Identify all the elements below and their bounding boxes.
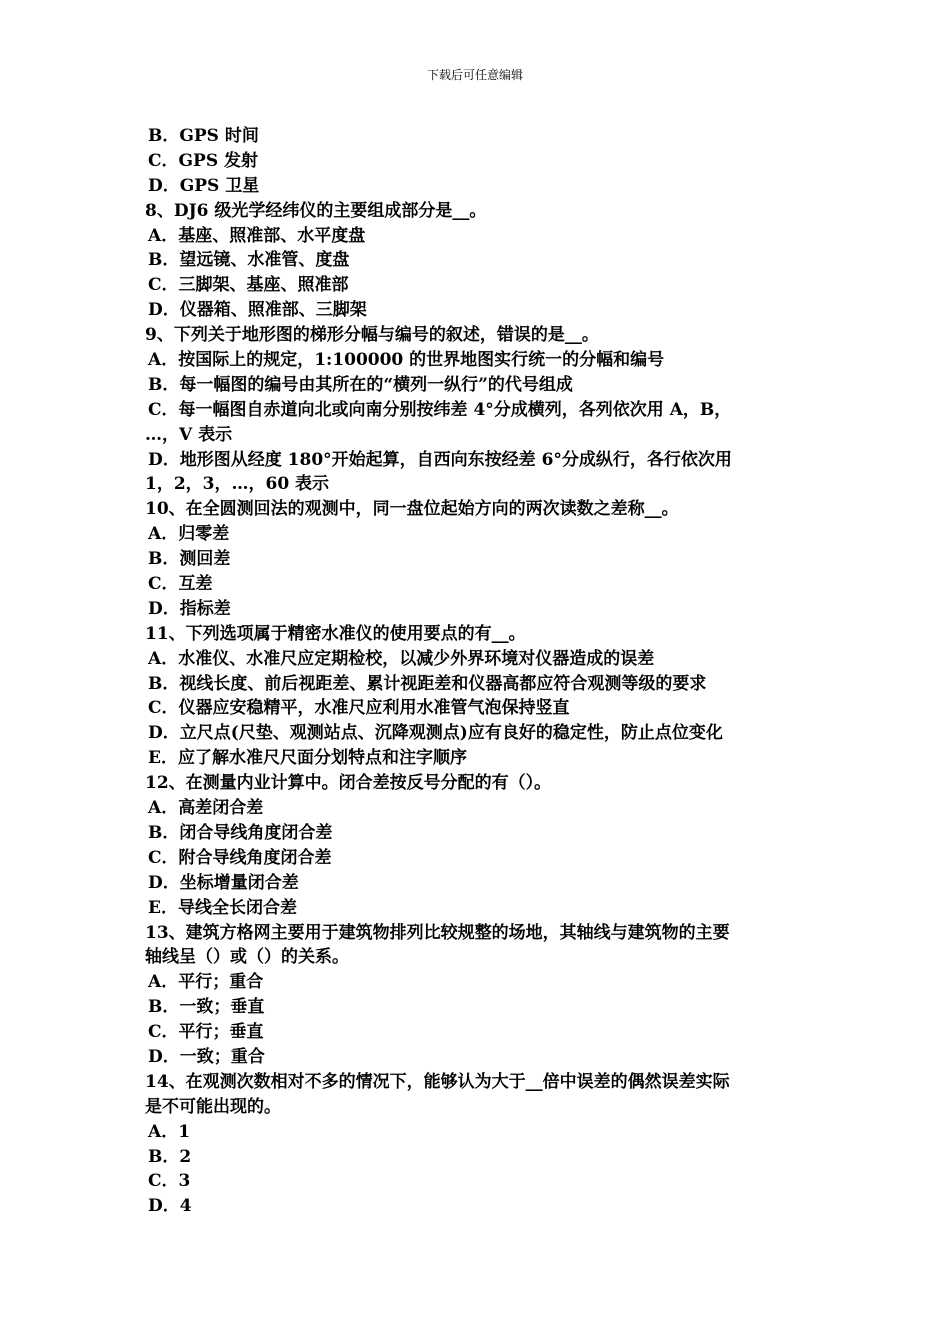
answer-option: A．高差闭合差 (148, 798, 264, 819)
answer-option: A．平行；重合 (148, 972, 264, 993)
answer-option: C．仪器应安稳精平，水准尺应利用水准管气泡保持竖直 (148, 698, 570, 719)
answer-option: A．1 (148, 1121, 191, 1142)
page-header: 下载后可任意编辑 (426, 68, 523, 82)
answer-option: B．望远镜、水准管、度盘 (148, 250, 350, 271)
answer-option: B．每一幅图的编号由其所在的“横列一纵行”的代号组成 (148, 374, 573, 395)
continuation-line: …，V 表示 (145, 424, 233, 445)
answer-option: B．一致；垂直 (148, 997, 265, 1018)
continuation-line: 轴线呈（）或（）的关系。 (145, 947, 349, 968)
answer-option: C．每一幅图自赤道向北或向南分别按纬差 4°分成横列，各列依次用 A，B， (148, 399, 732, 420)
answer-option: A．按国际上的规定，1:100000 的世界地图实行统一的分幅和编号 (148, 350, 665, 371)
answer-option: C．附合导线角度闭合差 (148, 847, 332, 868)
answer-option: D．坐标增量闭合差 (148, 872, 299, 893)
answer-option: B．2 (148, 1146, 192, 1167)
answer-option: D．一致；重合 (148, 1046, 265, 1067)
answer-option: C．3 (148, 1171, 191, 1192)
continuation-line: 1，2，3，…，60 表示 (145, 474, 330, 495)
continuation-line: 是不可能出现的。 (145, 1096, 281, 1117)
answer-option: C．平行；垂直 (148, 1022, 264, 1043)
answer-option: C．三脚架、基座、照准部 (148, 275, 349, 296)
answer-option: D．指标差 (148, 598, 231, 619)
answer-option: B．测回差 (148, 549, 231, 570)
answer-option: D．GPS 卫星 (148, 175, 260, 196)
question-line: 12、在测量内业计算中。闭合差按反号分配的有（）。 (145, 773, 552, 794)
answer-option: D．4 (148, 1196, 192, 1217)
document-body (145, 124, 810, 1219)
question-line: 13、建筑方格网主要用于建筑物排列比较规整的场地，其轴线与建筑物的主要 (145, 922, 730, 943)
answer-option: A．基座、照准部、水平度盘 (148, 225, 366, 246)
answer-option: B．视线长度、前后视距差、累计视距差和仪器高都应符合观测等级的要求 (148, 673, 707, 694)
question-line: 10、在全圆测回法的观测中，同一盘位起始方向的两次读数之差称__。 (145, 499, 679, 520)
answer-option: A．归零差 (148, 524, 230, 545)
answer-option: D．地形图从经度 180°开始起算，自西向东按经差 6°分成纵行，各行依次用 (148, 449, 732, 470)
question-line: 8、DJ6 级光学经纬仪的主要组成部分是__。 (145, 200, 487, 221)
answer-option: C．GPS 发射 (148, 150, 259, 171)
answer-option: D．仪器箱、照准部、三脚架 (148, 300, 367, 321)
answer-option: C．互差 (148, 574, 213, 595)
answer-option: E．导线全长闭合差 (148, 897, 297, 918)
answer-option: A．水准仪、水准尺应定期检校，以减少外界环境对仪器造成的误差 (148, 648, 655, 669)
answer-option: B．闭合导线角度闭合差 (148, 822, 333, 843)
question-line: 14、在观测次数相对不多的情况下，能够认为大于__倍中误差的偶然误差实际 (145, 1071, 730, 1092)
answer-option: D．立尺点(尺垫、观测站点、沉降观测点)应有良好的稳定性，防止点位变化 (148, 723, 723, 744)
question-line: 11、下列选项属于精密水准仪的使用要点的有__。 (145, 623, 526, 644)
answer-option: E．应了解水准尺尺面分划特点和注字顺序 (148, 748, 467, 769)
question-line: 9、下列关于地形图的梯形分幅与编号的叙述，错误的是__。 (145, 325, 599, 346)
answer-option: B．GPS 时间 (148, 126, 259, 146)
